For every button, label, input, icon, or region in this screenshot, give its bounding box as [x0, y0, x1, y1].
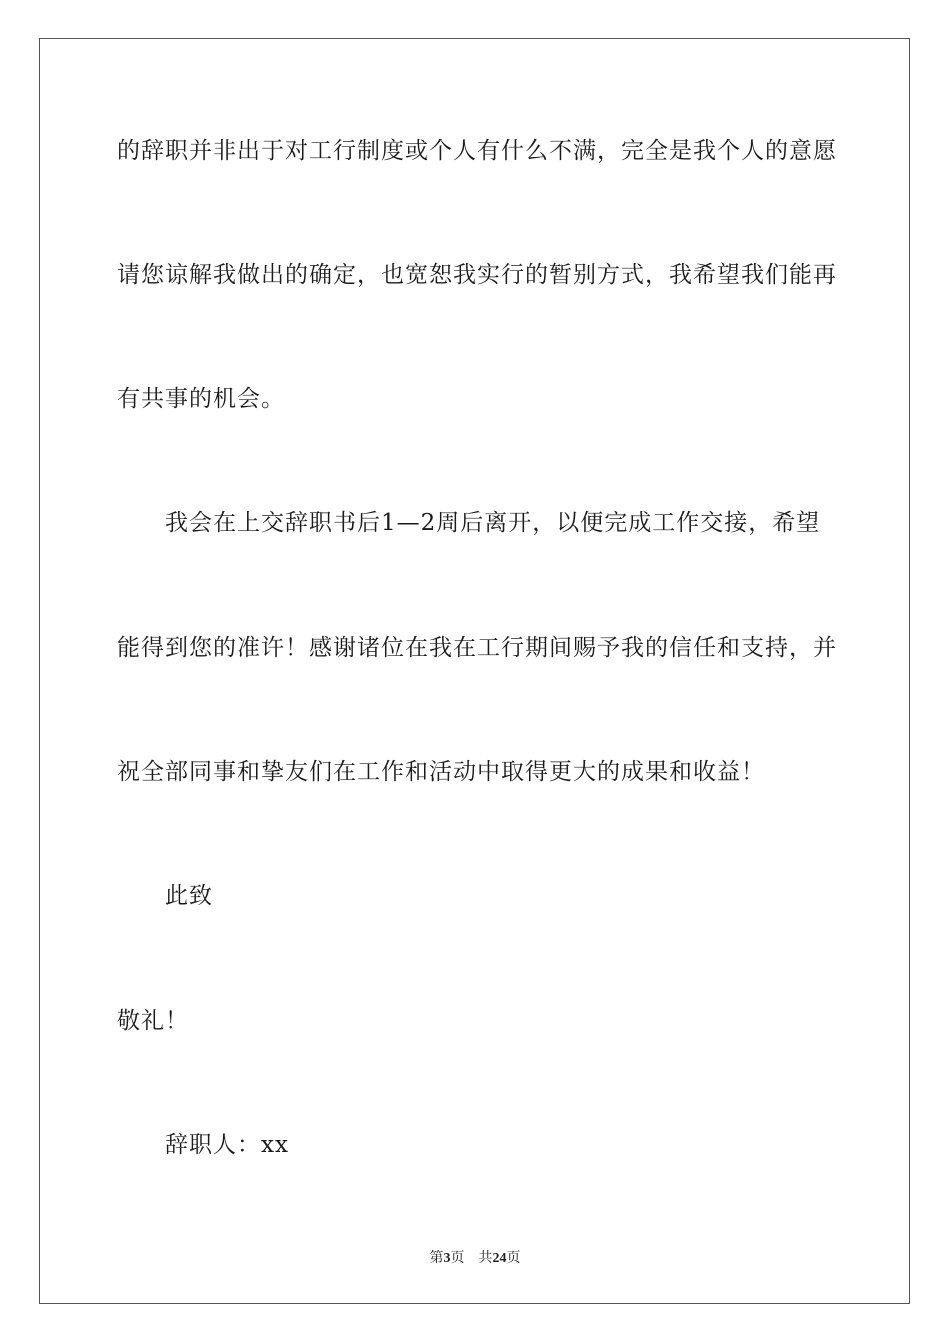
body-line-1: 的辞职并非出于对工行制度或个人有什么不满，完全是我个人的意愿: [117, 138, 837, 164]
page-prefix: 第: [429, 1251, 444, 1266]
closing-regards: 敬礼！: [117, 1008, 189, 1034]
body-line-3: 有共事的机会。: [117, 386, 285, 412]
body-line-6: 祝全部同事和挚友们在工作和活动中取得更大的成果和收益！: [117, 759, 765, 785]
signature-line: 辞职人：xx: [165, 1132, 289, 1158]
page-suffix: 页: [450, 1251, 465, 1266]
body-line-4: 我会在上交辞职书后1—2周后离开，以便完成工作交接，希望: [165, 510, 821, 536]
page-frame: [39, 38, 910, 1304]
page-number: 3: [443, 1251, 451, 1266]
total-prefix: 共: [478, 1251, 493, 1266]
body-line-5: 能得到您的准许！感谢诸位在我在工行期间赐予我的信任和支持，并: [117, 635, 837, 661]
body-line-2: 请您谅解我做出的确定，也宽恕我实行的暂别方式，我希望我们能再: [117, 262, 837, 288]
closing-salutation: 此致: [165, 883, 213, 909]
total-suffix: 页: [506, 1251, 521, 1266]
page-footer: [0, 1247, 950, 1267]
total-pages: 24: [492, 1251, 507, 1266]
